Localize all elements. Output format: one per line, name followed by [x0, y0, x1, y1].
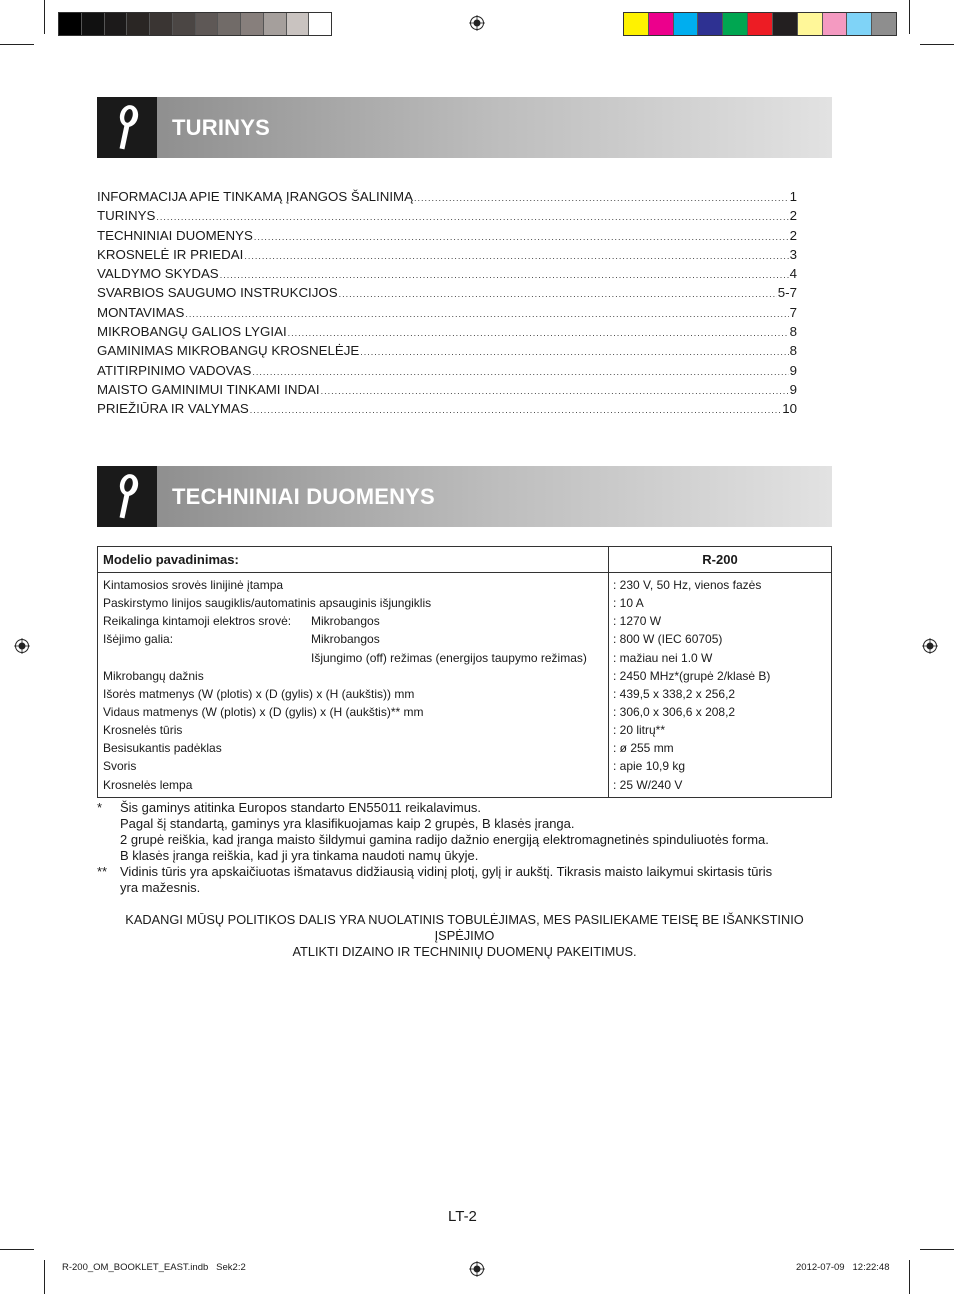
policy-notice	[97, 912, 832, 960]
toc-entry-page: 9	[789, 362, 797, 378]
crop-mark	[909, 1260, 910, 1294]
toc-entry[interactable]	[97, 264, 797, 283]
specs-section-header	[97, 466, 832, 527]
spec-label-text: Krosnelės lempa	[103, 777, 193, 792]
spec-row-label	[103, 612, 603, 630]
crop-mark	[0, 1249, 34, 1250]
spec-label-text: Paskirstymo linijos saugiklis/automatinis apsauginis išjungiklis	[103, 596, 432, 611]
toc-entry-page: 2	[789, 208, 797, 224]
process-color-bar	[623, 12, 897, 36]
toc-leader-dots	[360, 343, 788, 362]
toc-entry[interactable]	[97, 380, 797, 399]
toc-leader-dots	[414, 189, 789, 208]
spec-row-label	[103, 594, 603, 612]
toc-leader-dots	[252, 363, 788, 382]
spec-label-text: Vidaus matmenys (W (plotis) x (D (gylis) x (H (aukštis)** mm	[103, 704, 424, 719]
footer-file-info: R-200_OM_BOOKLET_EAST.indb Sek2:2	[62, 1262, 246, 1273]
footnotes	[97, 800, 837, 896]
footnote-line: yra mažesnis.	[120, 880, 201, 895]
spec-row-label	[103, 667, 603, 685]
spec-label-text: Išėjimo galia:	[103, 632, 174, 647]
spec-label-text: Reikalinga kintamoji elektros srovė:	[103, 614, 292, 629]
toc-entry-page: 1	[789, 189, 797, 204]
spec-row-value: : ø 255 mm	[613, 741, 674, 756]
footnote-line: B klasės įranga reiškia, kad ji yra tinkama naudoti namų ūkyje.	[120, 848, 479, 863]
spec-row-label	[103, 685, 603, 703]
color-swatch	[698, 13, 723, 35]
toc-entry[interactable]	[97, 187, 797, 206]
toc-entry[interactable]	[97, 226, 797, 245]
toc-leader-dots	[254, 228, 789, 247]
color-swatch	[173, 13, 196, 35]
spec-values-column	[609, 573, 832, 798]
spec-row-label	[103, 757, 603, 775]
spec-sub-label: Mikrobangos	[311, 614, 380, 629]
toc-entry-label: VALDYMO SKYDAS	[97, 266, 219, 282]
spec-row-label	[103, 703, 603, 721]
toc-entry-label: MIKROBANGŲ GALIOS LYGIAI	[97, 324, 287, 340]
color-swatch	[872, 13, 896, 35]
color-swatch	[264, 13, 287, 35]
color-swatch	[674, 13, 699, 35]
toc-entry-page: 5-7	[777, 285, 797, 301]
color-swatch	[127, 13, 150, 35]
grayscale-color-bar	[58, 12, 332, 36]
toc-entry-page: 9	[789, 381, 797, 397]
crop-mark	[0, 44, 34, 45]
spec-row-label	[103, 649, 603, 667]
spec-row-value: : 306,0 x 306,6 x 208,2	[613, 704, 736, 719]
footer-timestamp: 2012-07-09 12:22:48	[796, 1262, 890, 1273]
spec-row-value: : 10 A	[613, 596, 644, 611]
color-swatch	[105, 13, 128, 35]
toc-section-header	[97, 97, 832, 158]
toc-entry[interactable]	[97, 341, 797, 360]
spec-row-value: : 2450 MHz*(grupė 2/klasė B)	[613, 668, 771, 683]
toc-entry-page: 2	[789, 227, 797, 243]
footnote-line: Šis gaminys atitinka Europos standarto EN55011 reikalavimus.	[120, 800, 482, 815]
crop-mark	[44, 0, 45, 34]
toc-leader-dots	[250, 401, 781, 420]
toc-entry-label: SVARBIOS SAUGUMO INSTRUKCIJOS	[97, 285, 338, 301]
spec-label-text: Kintamosios srovės linijinė įtampa	[103, 578, 284, 592]
color-swatch	[649, 13, 674, 35]
registration-mark-icon	[14, 638, 30, 654]
toc-entry-page: 3	[789, 246, 797, 262]
color-swatch	[218, 13, 241, 35]
footnote-mark: **	[97, 864, 108, 879]
spec-label-text: Išorės matmenys (W (plotis) x (D (gylis) x (H (aukštis)) mm	[103, 686, 415, 701]
spec-row-value: : apie 10,9 kg	[613, 759, 686, 774]
toc-entry-label: TECHNINIAI DUOMENYS	[97, 227, 253, 243]
toc-entry-page: 7	[789, 304, 797, 320]
color-swatch	[287, 13, 310, 35]
spec-row-label	[103, 721, 603, 739]
footnote	[97, 800, 837, 864]
toc-entry[interactable]	[97, 245, 797, 264]
specs-title: TECHNINIAI DUOMENYS	[172, 483, 435, 509]
color-swatch	[773, 13, 798, 35]
spec-row-value: : 25 W/240 V	[613, 777, 683, 792]
toc-entry-page: 8	[789, 343, 797, 359]
toc-leader-dots	[321, 382, 789, 401]
toc-entry-label: INFORMACIJA APIE TINKAMĄ ĮRANGOS ŠALINIMĄ	[97, 189, 413, 204]
toc-entry-label: KROSNELĖ IR PRIEDAI	[97, 246, 244, 262]
toc-entry[interactable]	[97, 303, 797, 322]
pencil-nib-icon	[97, 466, 157, 527]
color-swatch	[196, 13, 219, 35]
color-swatch	[624, 13, 649, 35]
toc-leader-dots	[244, 247, 788, 266]
spec-row-label	[103, 739, 603, 757]
toc-entry-label: GAMINIMAS MIKROBANGŲ KROSNELĖJE	[97, 343, 360, 359]
toc-leader-dots	[288, 324, 789, 343]
spec-row-value: : 20 litrų**	[613, 723, 666, 738]
footnote-line: 2 grupė reiškia, kad įranga maisto šildymui gamina radijo dažnio energiją elektromagnetinės spinduliuotės forma.	[120, 832, 769, 847]
spec-labels-column	[98, 573, 609, 798]
spec-row-label	[103, 630, 603, 648]
registration-mark-icon	[469, 1261, 485, 1277]
spec-sub-label: Mikrobangos	[311, 632, 380, 647]
toc-entry-page: 8	[789, 324, 797, 340]
toc-entry-label: TURINYS	[97, 208, 156, 224]
spec-table	[97, 546, 832, 798]
toc-entry-label: ATITIRPINIMO VADOVAS	[97, 362, 252, 378]
spec-row-value: : 1270 W	[613, 614, 662, 629]
toc-entry-label: PRIEŽIŪRA IR VALYMAS	[97, 401, 249, 417]
table-of-contents	[97, 187, 797, 419]
model-value: R-200	[609, 547, 832, 573]
color-swatch	[723, 13, 748, 35]
spec-row-value: : mažiau nei 1.0 W	[613, 650, 713, 665]
spec-label-text: Mikrobangų dažnis	[103, 668, 204, 683]
toc-title: TURINYS	[172, 114, 270, 140]
crop-mark	[44, 1260, 45, 1294]
pencil-nib-icon	[97, 97, 157, 158]
color-swatch	[82, 13, 105, 35]
color-swatch	[823, 13, 848, 35]
toc-entry-page: 4	[789, 266, 797, 282]
color-swatch	[59, 13, 82, 35]
spec-label-text: Krosnelės tūris	[103, 723, 183, 738]
spec-row-value: : 800 W (IEC 60705)	[613, 632, 723, 647]
color-swatch	[847, 13, 872, 35]
toc-entry-page: 10	[782, 401, 797, 417]
crop-mark	[920, 44, 954, 45]
spec-row-value: : 439,5 x 338,2 x 256,2	[613, 686, 736, 701]
toc-entry[interactable]	[97, 322, 797, 341]
policy-line: ATLIKTI DIZAINO IR TECHNINIŲ DUOMENŲ PAKEITIMUS.	[292, 944, 637, 959]
crop-mark	[920, 1249, 954, 1250]
model-label: Modelio pavadinimas:	[98, 547, 609, 573]
toc-leader-dots	[339, 285, 777, 304]
color-swatch	[241, 13, 264, 35]
color-swatch	[748, 13, 773, 35]
toc-entry-label: MAISTO GAMINIMUI TINKAMI INDAI	[97, 381, 320, 397]
spec-sub-label: Išjungimo (off) režimas (energijos taupymo režimas)	[311, 650, 587, 665]
crop-mark	[909, 0, 910, 34]
spec-label-text: Svoris	[103, 759, 137, 774]
toc-entry-label: MONTAVIMAS	[97, 304, 185, 320]
footnote-line: Vidinis tūris yra apskaičiuotas išmatavus didžiausią vidinį plotį, gylį ir aukštį. Tikrasis maisto laikymui skirtasis tūris	[120, 864, 773, 879]
toc-entry[interactable]	[97, 206, 797, 225]
toc-entry[interactable]	[97, 361, 797, 380]
footnote-mark: *	[97, 800, 103, 815]
color-swatch	[150, 13, 173, 35]
color-swatch	[798, 13, 823, 35]
toc-entry[interactable]	[97, 399, 797, 418]
spec-row-value: : 230 V, 50 Hz, vienos fazės	[613, 578, 762, 592]
spec-row-label	[103, 776, 603, 794]
spec-row-label	[103, 576, 603, 594]
footnote	[97, 864, 837, 896]
toc-entry[interactable]	[97, 283, 797, 302]
registration-mark-icon	[469, 15, 485, 31]
policy-line: KADANGI MŪSŲ POLITIKOS DALIS YRA NUOLATINIS TOBULĖJIMAS, MES PASILIEKAME TEISĘ BE IŠANKSTINIO ĮSPĖJIMO	[125, 912, 804, 943]
page-number: LT-2	[448, 1208, 477, 1225]
color-swatch	[309, 13, 331, 35]
spec-label-text: Besisukantis padėklas	[103, 741, 222, 756]
registration-mark-icon	[922, 638, 938, 654]
footnote-line: Pagal šį standartą, gaminys yra klasifikuojamas kaip 2 grupės, B klasės įranga.	[120, 816, 575, 831]
